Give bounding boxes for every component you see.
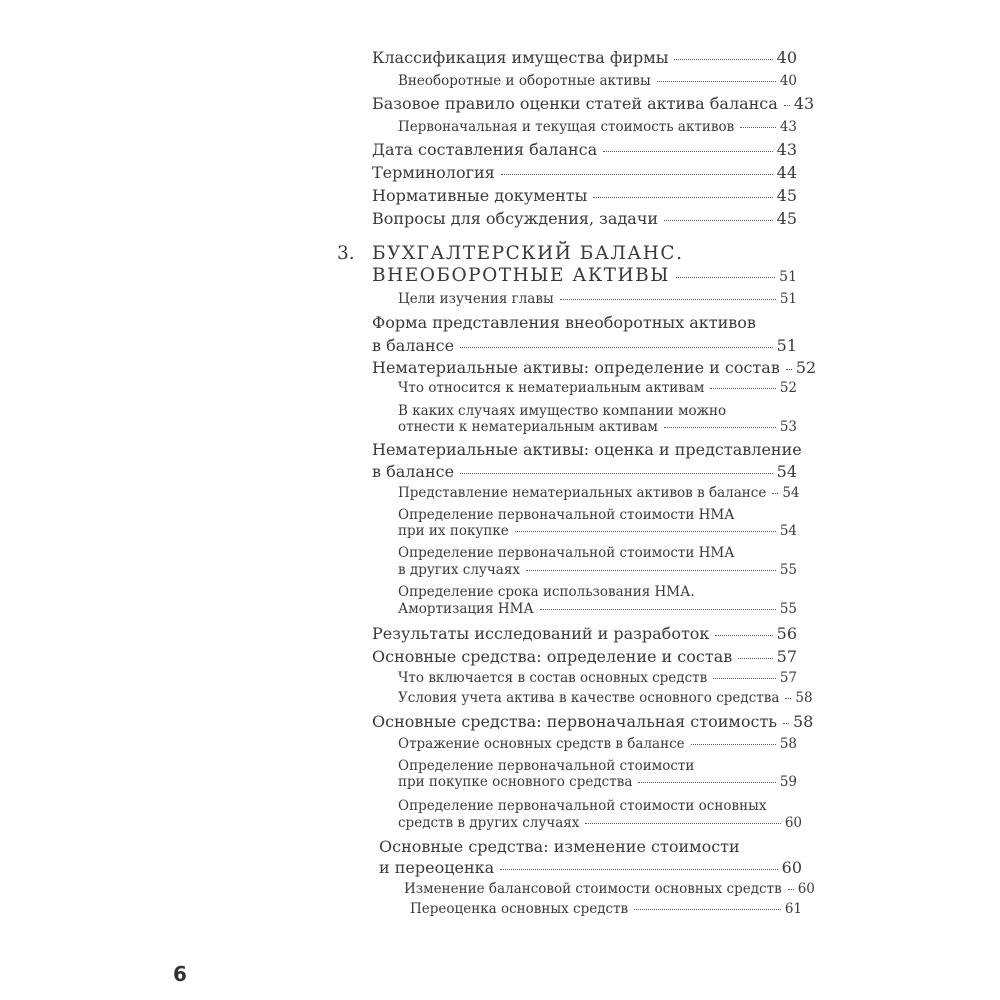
- leader-dots: [585, 823, 780, 824]
- toc-subentry: в других случаях 55: [398, 562, 797, 578]
- toc-entry: Базовое правило оценки статей актива баланса 43: [372, 94, 815, 113]
- toc-entry-line1: Нематериальные активы: оценка и представление: [372, 440, 802, 459]
- leader-dots: [460, 347, 773, 348]
- toc-subentry-line1: Определение первоначальной стоимости основных: [398, 798, 767, 814]
- toc-subentry-line1: Определение срока использования НМА.: [398, 584, 695, 600]
- toc-entry: и переоценка 60: [379, 858, 802, 877]
- toc-entry: Нематериальные активы: определение и состав 52: [372, 358, 817, 377]
- leader-dots: [664, 427, 776, 428]
- leader-dots: [540, 609, 776, 610]
- toc-subentry-line1: Определение первоначальной стоимости НМА: [398, 545, 735, 561]
- toc-subentry: средств в других случаях 60: [398, 815, 802, 831]
- leader-dots: [715, 635, 772, 636]
- leader-dots: [713, 678, 776, 679]
- leader-dots: [515, 531, 776, 532]
- leader-dots: [593, 197, 772, 198]
- toc-entry: в балансе 51: [372, 336, 797, 355]
- leader-dots: [634, 909, 781, 910]
- toc-subentry: Отражение основных средств в балансе 58: [398, 736, 797, 752]
- chapter-title: ВНЕОБОРОТНЫЕ АКТИВЫ 51: [372, 265, 797, 286]
- toc-entry: Дата составления баланса 43: [372, 140, 797, 159]
- leader-dots: [676, 277, 775, 278]
- toc-subentry: Амортизация НМА 55: [398, 601, 797, 617]
- leader-dots: [638, 782, 775, 783]
- toc-subentry: Что включается в состав основных средств 57: [398, 670, 797, 686]
- leader-dots: [740, 127, 776, 128]
- toc-subentry: Цели изучения главы 51: [398, 291, 797, 307]
- toc-entry-line1: Форма представления внеоборотных активов: [372, 313, 756, 332]
- chapter-title-line1: БУХГАЛТЕРСКИЙ БАЛАНС.: [372, 243, 684, 264]
- leader-dots: [526, 570, 776, 571]
- leader-dots: [738, 658, 772, 659]
- leader-dots: [710, 388, 775, 389]
- leader-dots: [501, 174, 773, 175]
- toc-entry-line1: Основные средства: изменение стоимости: [379, 837, 740, 856]
- leader-dots: [784, 105, 790, 106]
- toc-subentry: Представление нематериальных активов в балансе 54: [398, 485, 800, 501]
- toc-entry: в балансе 54: [372, 462, 797, 481]
- toc-subentry: Изменение балансовой стоимости основных средств 60: [404, 881, 815, 897]
- toc-subentry: отнести к нематериальным активам 53: [398, 419, 797, 435]
- toc-subentry-line1: В каких случаях имущество компании можно: [398, 403, 727, 419]
- toc-subentry: Переоценка основных средств 61: [410, 901, 802, 917]
- leader-dots: [657, 81, 776, 82]
- toc-entry: Вопросы для обсуждения, задачи 45: [372, 209, 797, 228]
- toc-entry: Классификация имущества фирмы 40: [372, 48, 797, 67]
- leader-dots: [772, 493, 778, 494]
- toc-entry: Основные средства: определение и состав 57: [372, 647, 797, 666]
- leader-dots: [785, 698, 791, 699]
- toc-entry: Терминология 44: [372, 163, 797, 182]
- toc-subentry: Внеоборотные и оборотные активы 40: [398, 73, 797, 89]
- toc-subentry-line1: Определение первоначальной стоимости НМА: [398, 507, 735, 523]
- leader-dots: [500, 869, 777, 870]
- toc-entry: Результаты исследований и разработок 56: [372, 624, 797, 643]
- leader-dots: [783, 723, 789, 724]
- toc-entry: Нормативные документы 45: [372, 186, 797, 205]
- leader-dots: [786, 369, 792, 370]
- leader-dots: [560, 299, 776, 300]
- page-number: 6: [173, 962, 187, 986]
- leader-dots: [460, 473, 773, 474]
- leader-dots: [664, 220, 773, 221]
- toc-subentry: при покупке основного средства 59: [398, 774, 797, 790]
- leader-dots: [603, 151, 772, 152]
- toc-subentry: при их покупке 54: [398, 523, 797, 539]
- toc-subentry: Что относится к нематериальным активам 52: [398, 380, 797, 396]
- leader-dots: [691, 744, 776, 745]
- toc-subentry: Условия учета актива в качестве основного средства 58: [398, 690, 813, 706]
- leader-dots: [674, 59, 772, 60]
- leader-dots: [788, 889, 794, 890]
- toc-subentry: Первоначальная и текущая стоимость активов 43: [398, 119, 797, 135]
- chapter-number: 3.: [337, 243, 355, 264]
- toc-entry: Основные средства: первоначальная стоимость 58: [372, 712, 814, 731]
- toc-subentry-line1: Определение первоначальной стоимости: [398, 758, 695, 774]
